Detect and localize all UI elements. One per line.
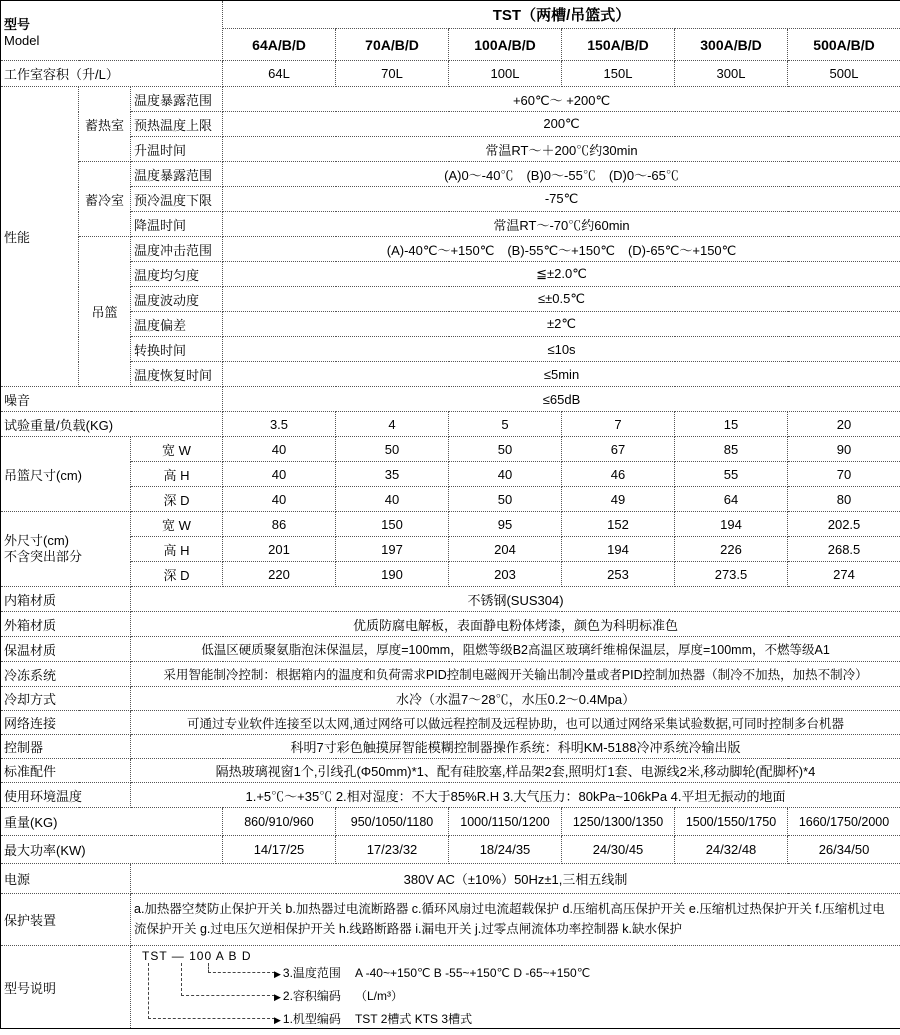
section-label-basket-size: 吊篮尺寸(cm) [1, 437, 131, 512]
spec-value: 优质防腐电解板，表面静电粉体烤漆，颜色为科明标准色 [131, 612, 900, 637]
dim-value: 268.5 [788, 537, 900, 562]
model-column-header: 300A/B/D [675, 29, 788, 61]
diagram-item-detail: （L/m³） [354, 989, 403, 1003]
dim-value: 274 [788, 562, 900, 587]
dim-value: 90 [788, 437, 900, 462]
diagram-item-detail: A -40~+150℃ B -55~+150℃ D -65~+150℃ [354, 966, 591, 980]
row-label-weight: 重量(KG) [1, 808, 223, 836]
spec-value: 不锈钢(SUS304) [131, 587, 900, 612]
row-label: 预冷温度下限 [131, 187, 223, 212]
noise-value: ≤65dB [223, 387, 900, 412]
spec-value: ≦±2.0℃ [223, 262, 900, 287]
diagram-item-detail: TST 2槽式 KTS 3槽式 [354, 1012, 473, 1026]
spec-value: ≤5min [223, 362, 900, 387]
dim-label: 宽 W [131, 437, 223, 462]
group-label-heat-room: 蓄热室 [79, 87, 131, 162]
power-value: 14/17/25 [223, 836, 336, 864]
row-label-cooling: 冷却方式 [1, 687, 131, 711]
power-value: 18/24/35 [449, 836, 562, 864]
spec-value: ≤±0.5℃ [223, 287, 900, 312]
volume-value: 100L [449, 61, 562, 87]
dim-value: 50 [449, 437, 562, 462]
arrow-right-icon: ▶ [274, 969, 281, 979]
load-value: 4 [336, 412, 449, 437]
dim-value: 201 [223, 537, 336, 562]
dim-value: 197 [336, 537, 449, 562]
model-column-header: 150A/B/D [562, 29, 675, 61]
model-explain-cell [131, 946, 900, 1029]
power-value: 24/30/45 [562, 836, 675, 864]
model-label-en: Model [4, 32, 40, 48]
dim-label: 高 H [131, 537, 223, 562]
row-label: 温度波动度 [131, 287, 223, 312]
model-column-header: 500A/B/D [788, 29, 900, 61]
dim-value: 40 [336, 487, 449, 512]
spec-value: (A)-40℃～+150℃ (B)-55℃～+150℃ (D)-65℃～+150℃ [223, 237, 900, 262]
row-label-volume: 工作室容积（升/L） [1, 61, 223, 87]
row-label: 温度偏差 [131, 312, 223, 337]
dim-value: 64 [675, 487, 788, 512]
weight-value: 1500/1550/1750 [675, 808, 788, 836]
protection-value: a.加热器空焚防止保护开关 b.加热器过电流断路器 c.循环风扇过电流超载保护 d.压缩机高压保护开关 e.压缩机过热保护开关 f.压缩机过电流保护开关 g.过电压欠逆相保护开关 h.线路断路器 i.漏电开关 j.过零点闸流体功率控制器 k.缺水保护 [131, 894, 900, 946]
row-label-network: 网络连接 [1, 711, 131, 735]
outer-size-label: 外尺寸(cm) [4, 532, 69, 548]
model-column-header: 64A/B/D [223, 29, 336, 61]
section-label-outer-size [1, 512, 131, 587]
dim-value: 70 [788, 462, 900, 487]
row-label-outer-material: 外箱材质 [1, 612, 131, 637]
dim-label: 高 H [131, 462, 223, 487]
dim-value: 40 [223, 437, 336, 462]
connector-line [148, 963, 275, 1019]
diagram-item-volume-code [274, 987, 403, 1004]
dim-value: 226 [675, 537, 788, 562]
dim-value: 49 [562, 487, 675, 512]
load-value: 20 [788, 412, 900, 437]
arrow-right-icon: ▶ [274, 1015, 281, 1025]
dim-value: 85 [675, 437, 788, 462]
model-header-cell [1, 1, 223, 61]
weight-value: 1250/1300/1350 [562, 808, 675, 836]
row-label-noise: 噪音 [1, 387, 223, 412]
dim-value: 253 [562, 562, 675, 587]
volume-value: 64L [223, 61, 336, 87]
row-label: 温度均匀度 [131, 262, 223, 287]
diagram-item-machine-code [274, 1010, 472, 1027]
dim-value: 67 [562, 437, 675, 462]
spec-value: -75℃ [223, 187, 900, 212]
row-label: 转换时间 [131, 337, 223, 362]
row-label-controller: 控制器 [1, 735, 131, 759]
dim-value: 204 [449, 537, 562, 562]
row-label-protection: 保护装置 [1, 894, 131, 946]
diagram-item-name: 1.机型编码 [282, 1012, 341, 1026]
spec-value: 常温RT～＋200℃约30min [223, 137, 900, 162]
dim-value: 273.5 [675, 562, 788, 587]
spec-value: 可通过专业软件连接至以太网,通过网络可以做远程控制及远程协助，也可以通过网络采集试验数据,可同时控制多台机器 [131, 711, 900, 735]
row-label-inner-material: 内箱材质 [1, 587, 131, 612]
load-value: 3.5 [223, 412, 336, 437]
spec-value: 科明7寸彩色触摸屏智能模糊控制器操作系统：科明KM-5188冷冲系统冷输出版 [131, 735, 900, 759]
load-value: 5 [449, 412, 562, 437]
row-label-supply: 电源 [1, 864, 131, 894]
row-label-load: 试验重量/负载(KG) [1, 412, 223, 437]
row-label: 升温时间 [131, 137, 223, 162]
spec-value: 1.+5℃～+35℃ 2.相对湿度：不大于85%R.H 3.大气压力：80kPa~106kPa 4.平坦无振动的地面 [131, 783, 900, 808]
spec-value: ≤10s [223, 337, 900, 362]
dim-label: 深 D [131, 487, 223, 512]
section-label-performance: 性能 [1, 87, 79, 387]
series-title: TST（两槽/吊篮式） [223, 1, 900, 29]
load-value: 15 [675, 412, 788, 437]
spec-value: 隔热玻璃视窗1个,引线孔(Φ50mm)*1、配有硅胶塞,样品架2套,照明灯1套、电源线2米,移动脚轮(配脚杯)*4 [131, 759, 900, 783]
row-label: 降温时间 [131, 212, 223, 237]
row-label-accessories: 标准配件 [1, 759, 131, 783]
diagram-item-temp-range [274, 964, 590, 981]
spec-value: 低温区硬质聚氨脂泡沫保温层，厚度=100mm，阻燃等级B2高温区玻璃纤维棉保温层，厚度=100mm，不燃等级A1 [131, 637, 900, 662]
group-label-basket: 吊篮 [79, 237, 131, 387]
diagram-item-name: 2.容积编码 [282, 989, 341, 1003]
diagram-item-name: 3.温度范围 [282, 966, 341, 980]
dim-value: 190 [336, 562, 449, 587]
weight-value: 1000/1150/1200 [449, 808, 562, 836]
dim-value: 40 [223, 462, 336, 487]
spec-value: 200℃ [223, 112, 900, 137]
spec-value: 常温RT～-70℃约60min [223, 212, 900, 237]
dim-value: 194 [562, 537, 675, 562]
dim-value: 35 [336, 462, 449, 487]
weight-value: 950/1050/1180 [336, 808, 449, 836]
spec-value: ±2℃ [223, 312, 900, 337]
spec-value: (A)0～-40℃ (B)0～-55℃ (D)0～-65℃ [223, 162, 900, 187]
dim-label: 宽 W [131, 512, 223, 537]
arrow-right-icon: ▶ [274, 992, 281, 1002]
row-label: 温度暴露范围 [131, 162, 223, 187]
model-column-header: 100A/B/D [449, 29, 562, 61]
row-label: 温度冲击范围 [131, 237, 223, 262]
spec-value: 采用智能制冷控制：根据箱内的温度和负荷需求PID控制电磁阀开关输出制冷量或者PID控制加热器（制冷不加热，加热不制冷） [131, 662, 900, 687]
volume-value: 500L [788, 61, 900, 87]
dim-value: 55 [675, 462, 788, 487]
dim-value: 152 [562, 512, 675, 537]
spec-value: +60℃～ +200℃ [223, 87, 900, 112]
row-label: 预热温度上限 [131, 112, 223, 137]
outer-size-sublabel: 不含突出部分 [4, 549, 83, 564]
weight-value: 1660/1750/2000 [788, 808, 900, 836]
dim-value: 194 [675, 512, 788, 537]
model-code: TST — 100 A B D [142, 949, 252, 963]
dim-value: 150 [336, 512, 449, 537]
dim-value: 46 [562, 462, 675, 487]
load-value: 7 [562, 412, 675, 437]
dim-label: 深 D [131, 562, 223, 587]
model-code-diagram [134, 947, 897, 1027]
power-value: 17/23/32 [336, 836, 449, 864]
dim-value: 50 [336, 437, 449, 462]
dim-value: 86 [223, 512, 336, 537]
row-label-power: 最大功率(KW) [1, 836, 223, 864]
spec-value: 水冷（水温7～28℃，水压0.2～0.4Mpa） [131, 687, 900, 711]
power-value: 24/32/48 [675, 836, 788, 864]
row-label: 温度暴露范围 [131, 87, 223, 112]
row-label-insulation: 保温材质 [1, 637, 131, 662]
volume-value: 150L [562, 61, 675, 87]
dim-value: 220 [223, 562, 336, 587]
weight-value: 860/910/960 [223, 808, 336, 836]
row-label-model-explain: 型号说明 [1, 946, 131, 1029]
dim-value: 203 [449, 562, 562, 587]
dim-value: 40 [223, 487, 336, 512]
dim-value: 40 [449, 462, 562, 487]
dim-value: 80 [788, 487, 900, 512]
group-label-cold-room: 蓄冷室 [79, 162, 131, 237]
model-column-header: 70A/B/D [336, 29, 449, 61]
volume-value: 300L [675, 61, 788, 87]
row-label-refrigeration: 冷冻系统 [1, 662, 131, 687]
dim-value: 95 [449, 512, 562, 537]
dim-value: 202.5 [788, 512, 900, 537]
power-value: 26/34/50 [788, 836, 900, 864]
row-label: 温度恢复时间 [131, 362, 223, 387]
volume-value: 70L [336, 61, 449, 87]
model-label-cn: 型号 [4, 16, 31, 32]
dim-value: 50 [449, 487, 562, 512]
supply-value: 380V AC（±10%）50Hz±1,三相五线制 [131, 864, 900, 894]
row-label-environment: 使用环境温度 [1, 783, 131, 808]
